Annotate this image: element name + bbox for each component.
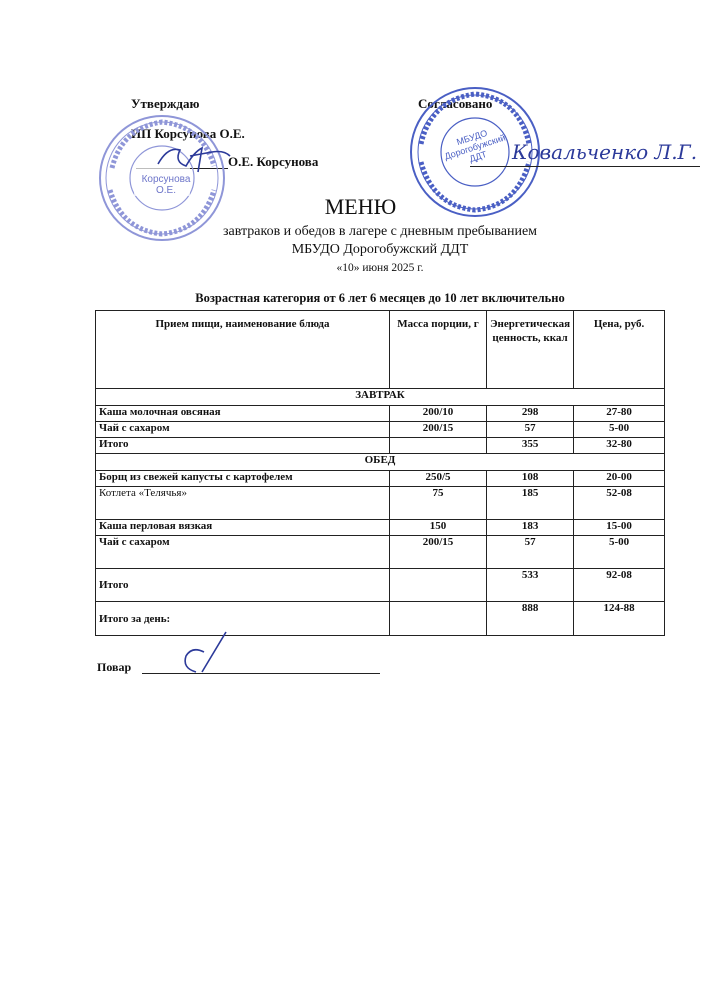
- dish-kcal: 57: [487, 422, 574, 438]
- dish-price: 32-80: [574, 438, 665, 454]
- dish-price: 5-00: [574, 536, 665, 569]
- table-row: [96, 536, 665, 569]
- dish-price: 52-08: [574, 487, 665, 520]
- section-title: ЗАВТРАК: [96, 389, 665, 406]
- cook-label: Повар: [97, 660, 132, 674]
- dish-mass: 150: [389, 520, 486, 536]
- cook-signature-icon: [176, 628, 236, 678]
- agree-signature-line: [470, 166, 700, 167]
- approve-signatory: О.Е. Корсунова: [228, 154, 319, 169]
- table-row-total: [96, 438, 665, 454]
- organization-name: МБУДО Дорогобужский ДДТ: [291, 242, 469, 257]
- dish-kcal: 355: [487, 438, 574, 454]
- dish-kcal: 57: [487, 536, 574, 569]
- column-header-dish: Прием пищи, наименование блюда: [96, 311, 390, 389]
- table-row: [96, 520, 665, 536]
- column-header-mass: Масса порции, г: [389, 311, 486, 389]
- dish-mass: [389, 438, 486, 454]
- age-category: Возрастная категория от 6 лет 6 месяцев до 10 лет включительно: [195, 291, 565, 305]
- table-row: [96, 422, 665, 438]
- dish-name: Итого: [96, 438, 390, 454]
- document-title: МЕНЮ: [324, 194, 397, 219]
- dish-kcal: 108: [487, 471, 574, 487]
- dish-name: Итого за день:: [96, 602, 390, 636]
- dish-mass: 200/15: [389, 422, 486, 438]
- dish-name: Борщ из свежей капусты с картофелем: [96, 471, 390, 487]
- document-date: «10» июня 2025 г.: [336, 262, 424, 274]
- column-header-price: Цена, руб.: [574, 311, 665, 389]
- approve-org: ИП Корсунова О.Е.: [131, 126, 245, 141]
- dish-name: Каша перловая вязкая: [96, 520, 390, 536]
- dish-name: Чай с сахаром: [96, 536, 390, 569]
- dish-mass: 75: [389, 487, 486, 520]
- table-row: [96, 487, 665, 520]
- dish-kcal: 185: [487, 487, 574, 520]
- dish-name: Чай с сахаром: [96, 422, 390, 438]
- document-subtitle: завтраков и обедов в лагере с дневным пребыванием: [222, 224, 538, 239]
- dish-price: 5-00: [574, 422, 665, 438]
- dish-name: Итого: [96, 569, 390, 602]
- dish-price: 15-00: [574, 520, 665, 536]
- dish-kcal: 888: [487, 602, 574, 636]
- menu-table: [95, 310, 665, 636]
- table-row: [96, 471, 665, 487]
- table-row-total: [96, 569, 665, 602]
- column-header-kcal: Энергетическая ценность, ккал: [487, 311, 574, 389]
- dish-price: 92-08: [574, 569, 665, 602]
- table-header-row: [96, 311, 665, 389]
- dish-kcal: 533: [487, 569, 574, 602]
- section-row-lunch: [96, 454, 665, 471]
- section-title: ОБЕД: [96, 454, 665, 471]
- dish-name: Каша молочная овсяная: [96, 406, 390, 422]
- table-row: [96, 406, 665, 422]
- approve-signature-icon: [150, 138, 240, 178]
- dish-mass: 200/15: [389, 536, 486, 569]
- dish-price: 27-80: [574, 406, 665, 422]
- dish-name: Котлета «Телячья»: [96, 487, 390, 520]
- dish-mass: 200/10: [389, 406, 486, 422]
- dish-price: 20-00: [574, 471, 665, 487]
- dish-mass: [389, 602, 486, 636]
- dish-mass: [389, 569, 486, 602]
- dish-kcal: 298: [487, 406, 574, 422]
- left-stamp-text: Корсунова О.Е.: [141, 174, 191, 196]
- approve-label: Утверждаю: [131, 96, 200, 111]
- section-row-breakfast: [96, 389, 665, 406]
- agree-signature-icon: Ковальченко Л.Г.: [512, 140, 698, 164]
- agree-label: Согласовано: [418, 96, 493, 111]
- dish-kcal: 183: [487, 520, 574, 536]
- dish-mass: 250/5: [389, 471, 486, 487]
- dish-price: 124-88: [574, 602, 665, 636]
- right-stamp-text: МБУДО Дорогобужский ДДТ: [443, 127, 507, 165]
